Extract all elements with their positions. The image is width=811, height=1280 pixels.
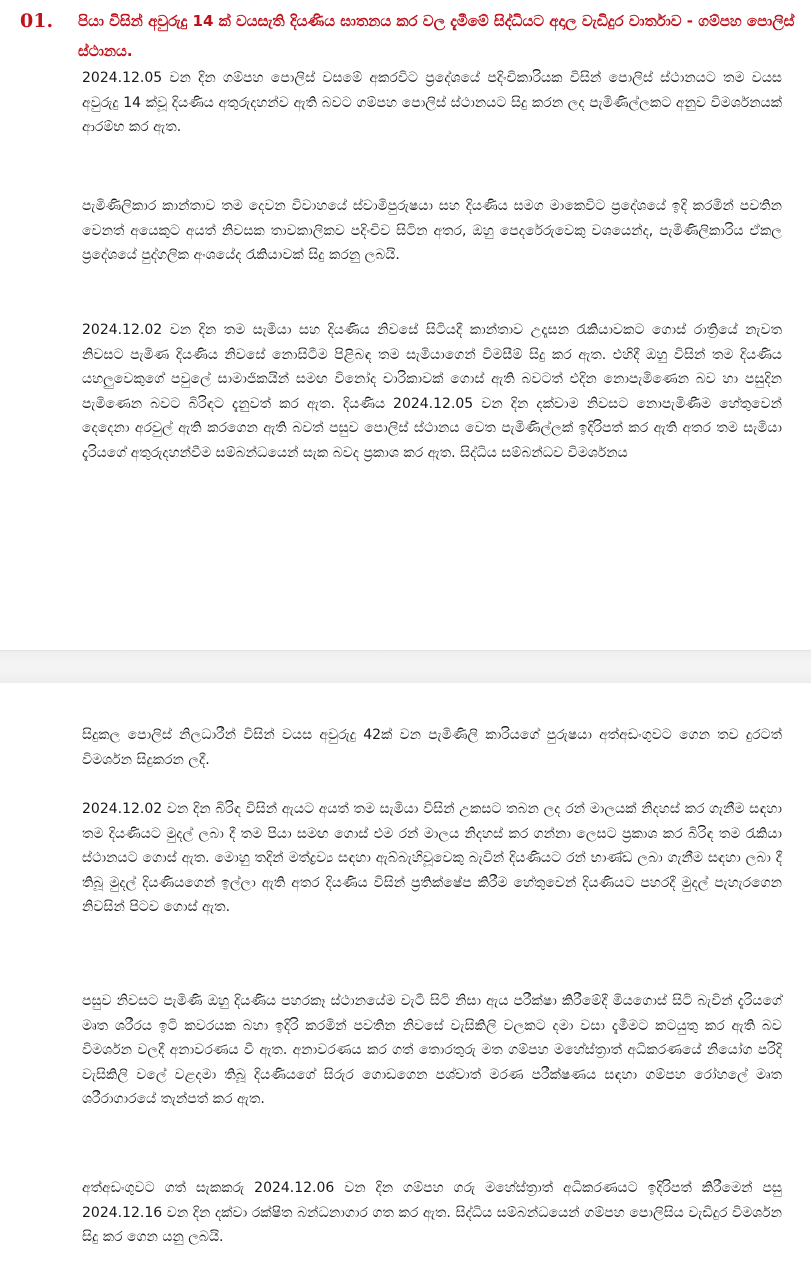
- report-heading: [20, 6, 800, 66]
- paragraph: අත්අඩංගුවට ගත් සැකකරු 2024.12.06 වන දින ගම්පහ ගරු මහේස්ත්‍රාත් අධිකරණයට ඉදිරිපත් කිරීමෙන් පසු 2024.12.16 වන දින දක්වා රක්ෂිත බන්ධනාගාර ගත කර ඇත. සිද්ධිය සම්බන්ධයෙන් ගම්පහ පොලිසිය වැඩිදුර විමර්ශන සිදු කර ගෙන යනු ලබයි.: [82, 1180, 782, 1245]
- report-title: පියා විසින් අවුරුදු 14 ක් වයසැති දියණිය ඝාතනය කර වල දැමීමේ සිද්ධියට අදාල වැඩිදුර වාර්තාව - ගම්පහ පොලිස් ස්ථානය.: [78, 12, 795, 60]
- paragraph: පැමිණිලිකාර කාන්තාව තම දෙවන විවාහයේ ස්වාමිපුරුෂයා සහ දියණිය සමග මාකෙවිට ප්‍රදේශයේ ඉදි කරමින් පවතින වෙනත් අයෙකුට අයත් නිවසක තාවකාලිකව පදිංචිව සිටින අතර, ඔහු පෙදරේරුවෙකු වශයෙන්ද, පැමිණිලිකාරිය ඒකල ප්‍රදේශයේ පුද්ගලික අංශයේද රැකියාවක් සිදු කරනු ලබයි.: [82, 198, 782, 263]
- paragraph: පසුව නිවසට පැමිණි ඔහු දියණිය පහරකෑ ස්ථානයේම වැටී සිටි නිසා ඇය පරීක්ෂා කිරීමේදී මියගොස් සිටි බැවින් දැරියගේ මෘත ශරීරය ඉටි කවරයක බහා ඉදිරි කරමින් පවතින නිවසේ වැසිකිලි වලකට දමා වසා දැමීමට කටයුතු කර ඇති බව විමර්ශන වලදී අනාවරණය වී ඇත. අනාවරණය කර ගත් තොරතුරු මත ගම්පහ මහේස්ත්‍රාත් අධිකරණයේ නියෝග පරිදි වැසිකිලි වලේ වළදමා තිබූ දියණියගේ සිරුර ගොඩගෙන පශ්චාත් මරණ පරීක්ෂණය සඳහා ගම්පහ රෝහලේ මෘත ශරීරාගාරයේ තැන්පත් කර ඇත.: [82, 993, 782, 1107]
- paragraph: 2024.12.02 වන දින බිරිඳ විසින් ඇයට අයත් තම සැමියා විසින් උකසට තබන ලද රන් මාලයක් නිදහස් කර ගැනීම සඳහා තම දියණියට මුදල් ලබා දී තම පියා සමඟ ගොස් එම රන් මාලය නිදහස් කර ගන්නා ලෙසට ප්‍රකාශ කර බිරිඳ තම රැකියා ස්ථානයට ගොස් ඇත. මොහු තදින් මත්ද්‍රව්‍ය සඳහා ඇබ්බැහිවූවෙකු බැවින් දියණියට රන් භාණ්ඩ ලබා ගැනීම සඳහා ලබා දී තිබූ මුදල් දියණියගෙන් ඉල්ලා ඇති අතර දියණිය විසින් ප්‍රතික්ෂේප කිරීම හේතුවෙන් දියණියට පහරදී මුදල් පැහැරගෙන නිවසින් පිටව ගොස් ඇත.: [82, 801, 782, 915]
- paragraph: 2024.12.05 වන දින ගම්පහ පොලිස් වසමේ අකරවිට ප්‍රදේශයේ පදිංචිකාරියක විසින් පොලිස් ස්ථානයට තම වයස අවුරුදු 14 ක්වූ දියණිය අතුරුදහන්ව ඇති බවට ගම්පහ පොලිස් ස්ථානයට සිදු කරන ලද පැමිණිල්ලකට අනුව විමර්ශනයක් ආරම්භ කර ඇත.: [82, 70, 782, 135]
- paragraph: 2024.12.02 වන දින තම සැමියා සහ දියණිය නිවසේ සිටියදී කාන්තාව උදෑසන රැකියාවකට ගොස් රාත්‍රියේ නැවත නිවසට පැමිණ දියණිය නිවසේ නොසිටීම පිළිබඳ තම සැමියාගෙන් විමසීම් සිදු කර ඇත. එහිදී ඔහු විසින් තම දියණිය යහලුවෙකුගේ පවුලේ සාමාජිකයින් සමඟ විනෝද චාරිකාවක් ගොස් ඇති බවටත් එදින නොපැමිණෙන බව හා පසුදින පැමිණෙන බවට බිරිඳට දැනුවත් කර ඇත. දියණිය 2024.12.05 වන දින දක්වාම නිවසට නොපැමිණීම හේතුවෙන් දෙදෙනා අරවුල් ඇති කරගෙන ඇති බවත් පසුව පොලිස් ස්ථානය වෙත පැමිණිල්ලක් ඉදිරිපත් කර ඇති අතර තම සැමියා දැරියගේ අතුරුදහන්වීම සම්බන්ධයෙන් සැක බවද ප්‍රකාශ කර ඇත. සිද්ධිය සම්බන්ධව විමර්ශනය: [82, 322, 782, 461]
- paragraph: සිදුකල පොලිස් නිලධාරීන් විසින් වයස අවුරුදු 42ක් වන පැමිණිලි කාරියගේ පුරුෂයා අත්අඩංගුවට ගෙන තව දුරටත් විමර්ශන සිදුකරන ලදී.: [82, 727, 782, 768]
- document-page-bottom: [0, 683, 811, 1280]
- page-separator: [0, 650, 811, 684]
- item-number: 01.: [20, 10, 54, 32]
